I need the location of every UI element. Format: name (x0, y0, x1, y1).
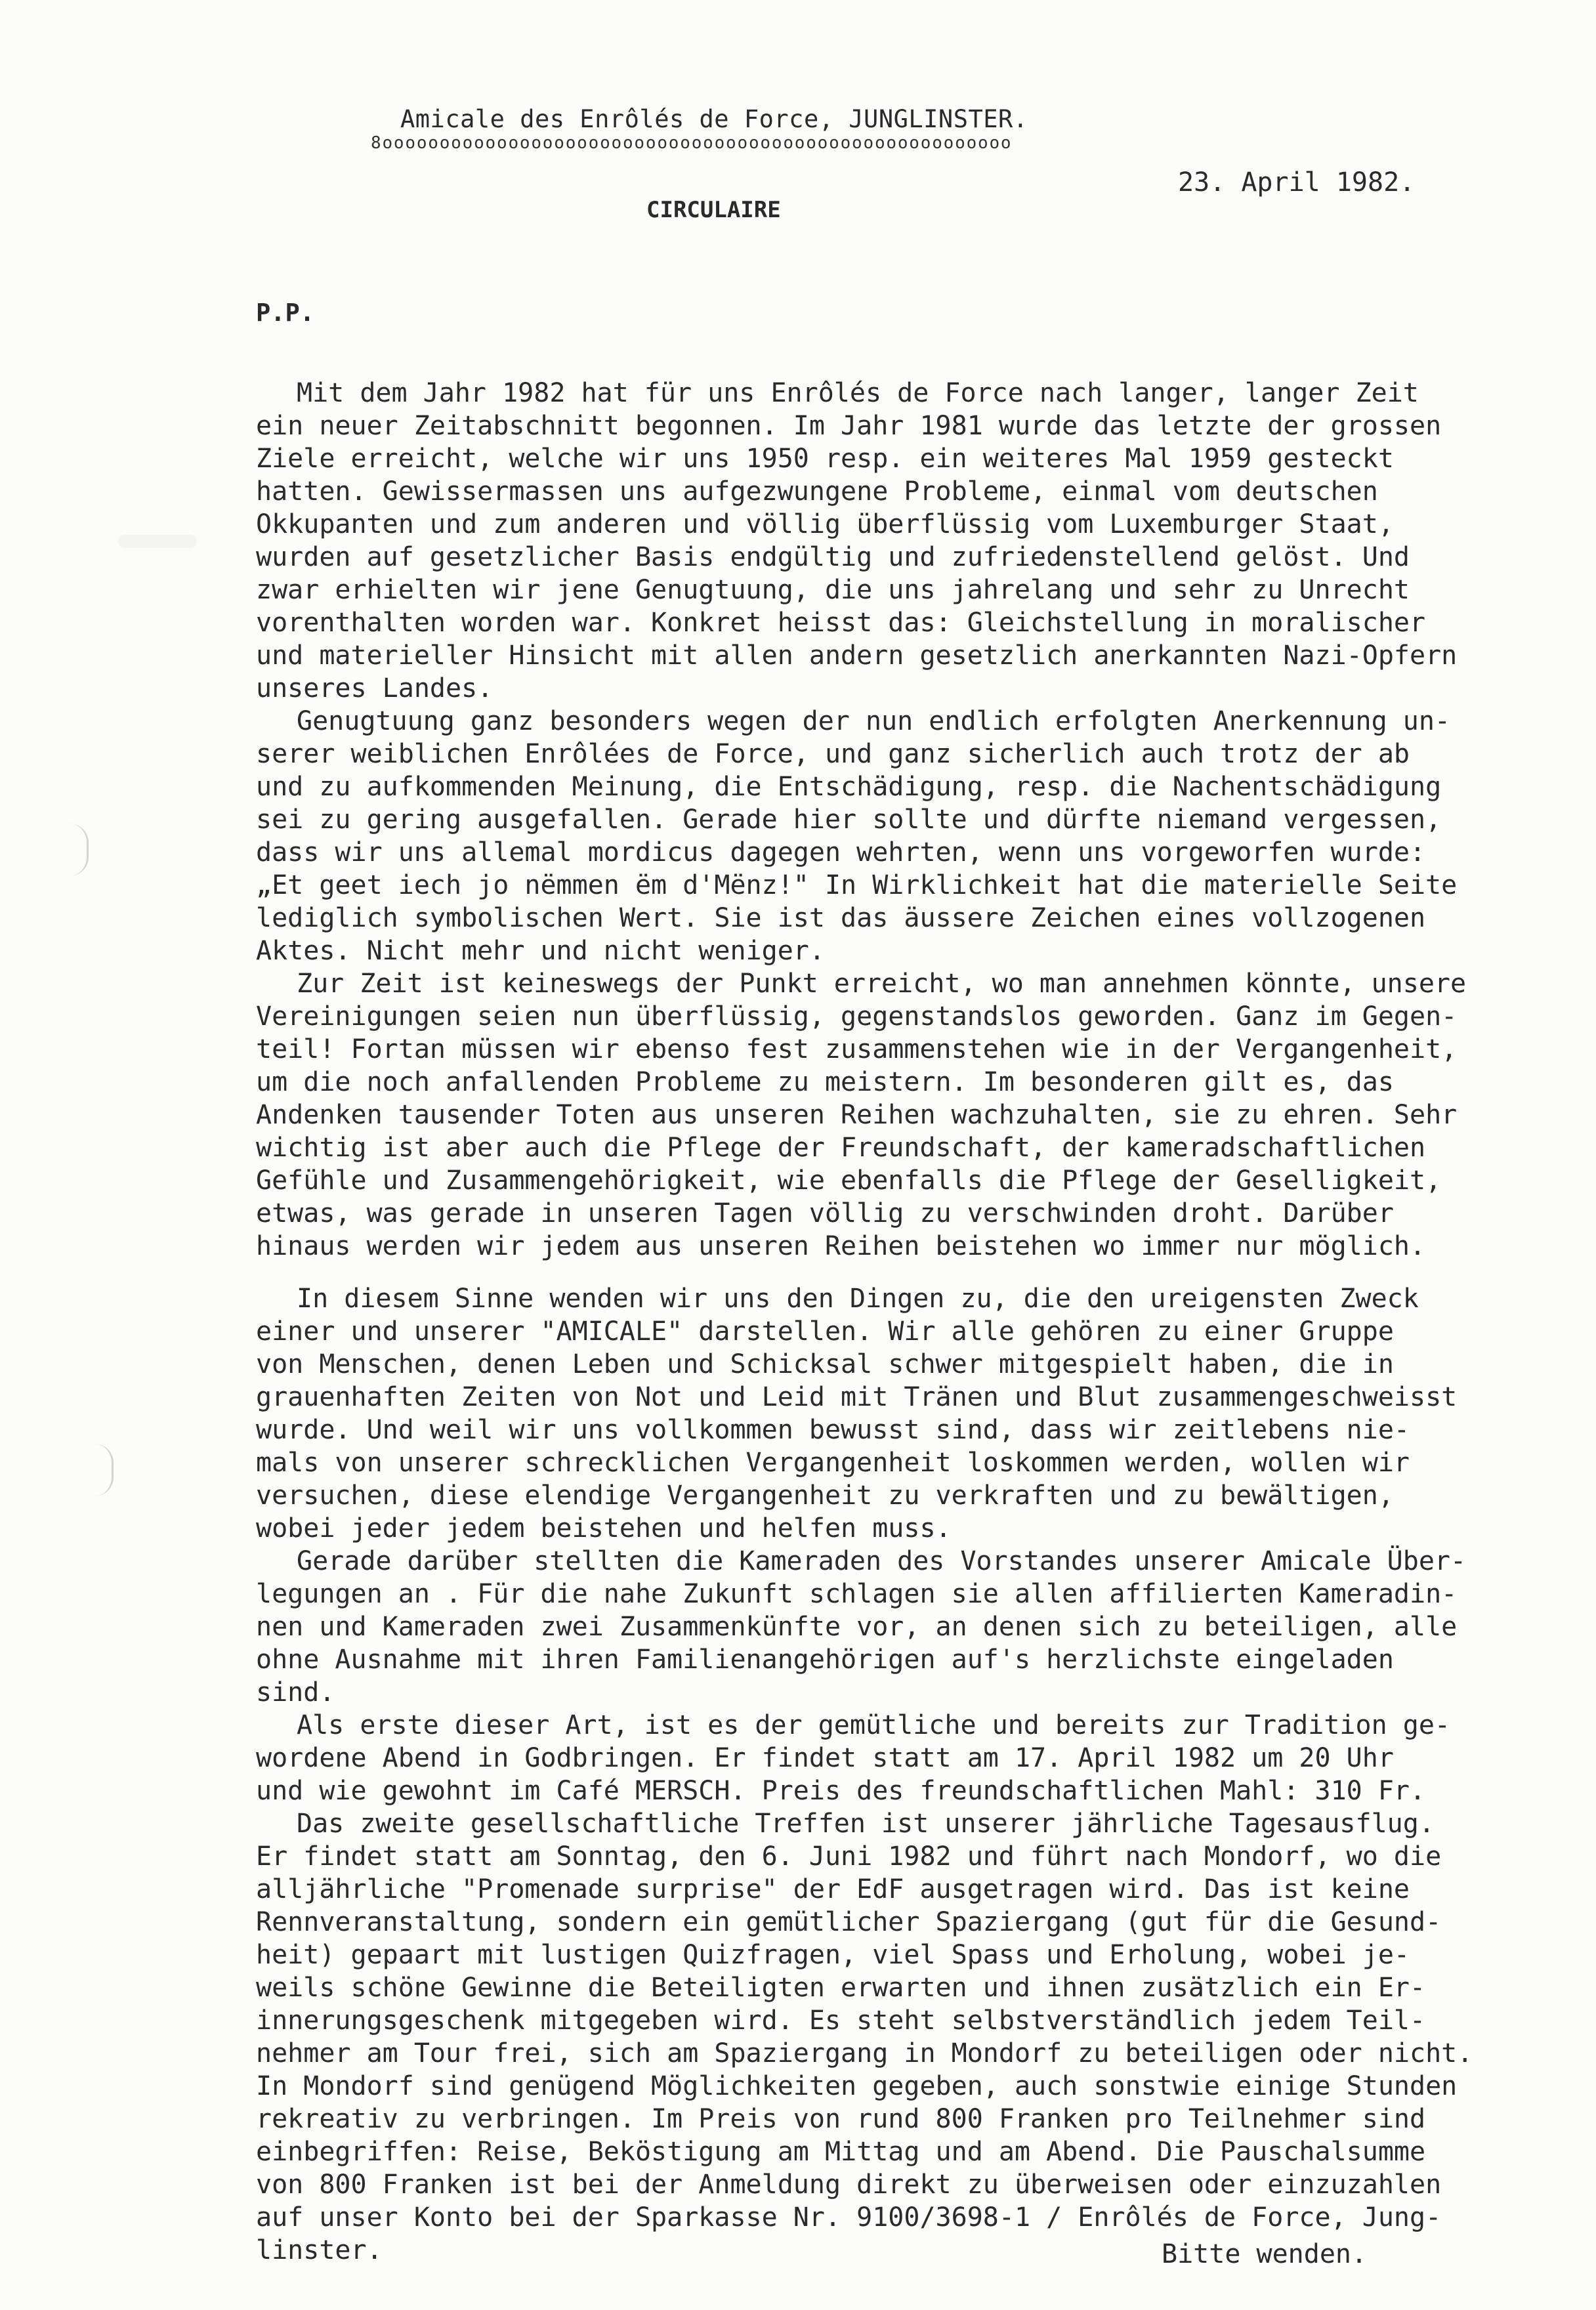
body-line: mals von unserer schrecklichen Vergangenheit loskommen werden, wollen wir (256, 1448, 1410, 1478)
body-line: und zu aufkommenden Meinung, die Entschädigung, resp. die Nachentschädigung (256, 772, 1442, 802)
body-line: wichtig ist aber auch die Pflege der Freundschaft, der kameradschaftlichen (256, 1133, 1426, 1163)
organization-name: Amicale des Enrôlés de Force, JUNGLINSTER. (400, 105, 1028, 133)
body-line: einer und unserer "AMICALE" darstellen. Wir alle gehören zu einer Gruppe (256, 1316, 1394, 1347)
body-line: dass wir uns allemal mordicus dagegen wehrten, wenn uns vorgeworfen wurde: (256, 837, 1426, 868)
body-line: sei zu gering ausgefallen. Gerade hier sollte und dürfte niemand vergessen, (256, 805, 1442, 835)
body-line: sind. (256, 1677, 335, 1708)
body-line: von Menschen, denen Leben und Schicksal schwer mitgespielt haben, die in (256, 1349, 1394, 1379)
punch-hole-mark-upper (70, 824, 89, 876)
body-line: In Mondorf sind genügend Möglichkeiten gegeben, auch sonstwie einige Stunden (256, 2071, 1458, 2101)
body-line: Okkupanten und zum anderen und völlig überflüssig vom Luxemburger Staat, (256, 509, 1394, 539)
body-line: zwar erhielten wir jene Genugtuung, die uns jahrelang und sehr zu Unrecht (256, 575, 1410, 605)
body-line: wordene Abend in Godbringen. Er findet statt am 17. April 1982 um 20 Uhr (256, 1743, 1394, 1773)
body-line: hatten. Gewissermassen uns aufgezwungene Probleme, einmal vom deutschen (256, 476, 1378, 507)
header-underline: 8ooooooooooooooooooooooooooooooooooooooooooooooooooooooo (371, 133, 1013, 153)
body-line: etwas, was gerade in unseren Tagen völlig zu verschwinden droht. Darüber (256, 1198, 1394, 1228)
body-line: und materieller Hinsicht mit allen andern gesetzlich anerkannten Nazi-Opfern (256, 640, 1458, 671)
body-line: „Et geet iech jo nëmmen ëm d'Mënz!" In Wirklichkeit hat die materielle Seite (256, 870, 1458, 900)
body-line: auf unser Konto bei der Sparkasse Nr. 9100/3698-1 / Enrôlés de Force, Jung- (256, 2202, 1442, 2233)
body-line: Rennveranstaltung, sondern ein gemütlicher Spaziergang (gut für die Gesund- (256, 1907, 1442, 1937)
body-line: Als erste dieser Art, ist es der gemütliche und bereits zur Tradition ge- (297, 1710, 1450, 1740)
body-line: Vereinigungen seien nun überflüssig, gegenstandslos geworden. Ganz im Gegen- (256, 1001, 1458, 1032)
body-line: Das zweite gesellschaftliche Treffen ist unserer jährliche Tagesausflug. (297, 1809, 1435, 1839)
letter-date: 23. April 1982. (1178, 167, 1416, 198)
body-line: grauenhaften Zeiten von Not und Leid mit Tränen und Blut zusammengeschweisst (256, 1382, 1458, 1412)
body-line: Zur Zeit ist keineswegs der Punkt erreicht, wo man annehmen könnte, unsere (297, 969, 1467, 999)
body-line: unseres Landes. (256, 673, 494, 704)
body-line: Er findet statt am Sonntag, den 6. Juni 1982 und führt nach Mondorf, wo die (256, 1841, 1442, 1872)
body-line: Gefühle und Zusammengehörigkeit, wie ebenfalls die Pflege der Geselligkeit, (256, 1166, 1442, 1196)
body-line: hinaus werden wir jedem aus unseren Reihen beistehen wo immer nur möglich. (256, 1231, 1426, 1261)
body-line: alljährliche "Promenade surprise" der EdF ausgetragen wird. Das ist keine (256, 1874, 1410, 1904)
body-line: legungen an . Für die nahe Zukunft schlagen sie allen affilierten Kameradin- (256, 1579, 1458, 1609)
body-line: weils schöne Gewinne die Beteiligten erwarten und ihnen zusätzlich ein Er- (256, 1973, 1426, 2003)
body-line: linster. (256, 2235, 383, 2265)
body-line: lediglich symbolischen Wert. Sie ist das äussere Zeichen eines vollzogenen (256, 903, 1426, 933)
body-line: wurden auf gesetzlicher Basis endgültig und zufriedenstellend gelöst. Und (256, 542, 1410, 572)
body-line: teil! Fortan müssen wir ebenso fest zusammenstehen wie in der Vergangenheit, (256, 1034, 1458, 1064)
body-line: Mit dem Jahr 1982 hat für uns Enrôlés de Force nach langer, langer Zeit (297, 378, 1419, 408)
punch-hole-mark-lower (94, 1444, 114, 1496)
body-line: wobei jeder jedem beistehen und helfen muss. (256, 1513, 952, 1544)
body-line: nen und Kameraden zwei Zusammenkünfte vor, an denen sich zu beteiligen, alle (256, 1612, 1458, 1642)
body-line: ein neuer Zeitabschnitt begonnen. Im Jahr 1981 wurde das letzte der grossen (256, 411, 1442, 441)
body-line: einbegriffen: Reise, Beköstigung am Mittag und am Abend. Die Pauschalsumme (256, 2137, 1426, 2167)
body-line: und wie gewohnt im Café MERSCH. Preis des freundschaftlichen Mahl: 310 Fr. (256, 1776, 1426, 1806)
body-line: vorenthalten worden war. Konkret heisst das: Gleichstellung in moralischer (256, 608, 1426, 638)
body-line: In diesem Sinne wenden wir uns den Dingen zu, die den ureigensten Zweck (297, 1284, 1419, 1314)
body-line: ohne Ausnahme mit ihren Familienangehörigen auf's herzlichste eingeladen (256, 1645, 1394, 1675)
body-line: wurde. Und weil wir uns vollkommen bewusst sind, dass wir zeitlebens nie- (256, 1415, 1410, 1445)
body-line: innerungsgeschenk mitgegeben wird. Es steht selbstverständlich jedem Teil- (256, 2006, 1426, 2036)
body-line: versuchen, diese elendige Vergangenheit zu verkraften und zu bewältigen, (256, 1480, 1394, 1511)
body-line: serer weiblichen Enrôlées de Force, und ganz sicherlich auch trotz der ab (256, 739, 1410, 769)
salutation: P.P. (256, 299, 315, 327)
body-line: Genugtuung ganz besonders wegen der nun endlich erfolgten Anerkennung un- (297, 706, 1450, 736)
body-line: Andenken tausender Toten aus unseren Reihen wachzuhalten, sie zu ehren. Sehr (256, 1100, 1458, 1130)
paper-smudge (118, 535, 197, 548)
document-title: CIRCULAIRE (646, 197, 781, 223)
body-line: von 800 Franken ist bei der Anmeldung direkt zu überweisen oder einzuzahlen (256, 2170, 1442, 2200)
body-line: heit) gepaart mit lustigen Quizfragen, viel Spass und Erholung, wobei je- (256, 1940, 1410, 1970)
body-line: nehmer am Tour frei, sich am Spaziergang in Mondorf zu beteiligen oder nicht. (256, 2038, 1473, 2068)
body-line: rekreativ zu verbringen. Im Preis von rund 800 Franken pro Teilnehmer sind (256, 2104, 1426, 2134)
body-line: Aktes. Nicht mehr und nicht weniger. (256, 936, 825, 966)
body-line: Gerade darüber stellten die Kameraden des Vorstandes unserer Amicale Über- (297, 1546, 1467, 1576)
please-turn-over: Bitte wenden. (1162, 2239, 1368, 2269)
body-line: Ziele erreicht, welche wir uns 1950 resp. ein weiteres Mal 1959 gesteckt (256, 444, 1394, 474)
body-line: um die noch anfallenden Probleme zu meistern. Im besonderen gilt es, das (256, 1067, 1394, 1097)
